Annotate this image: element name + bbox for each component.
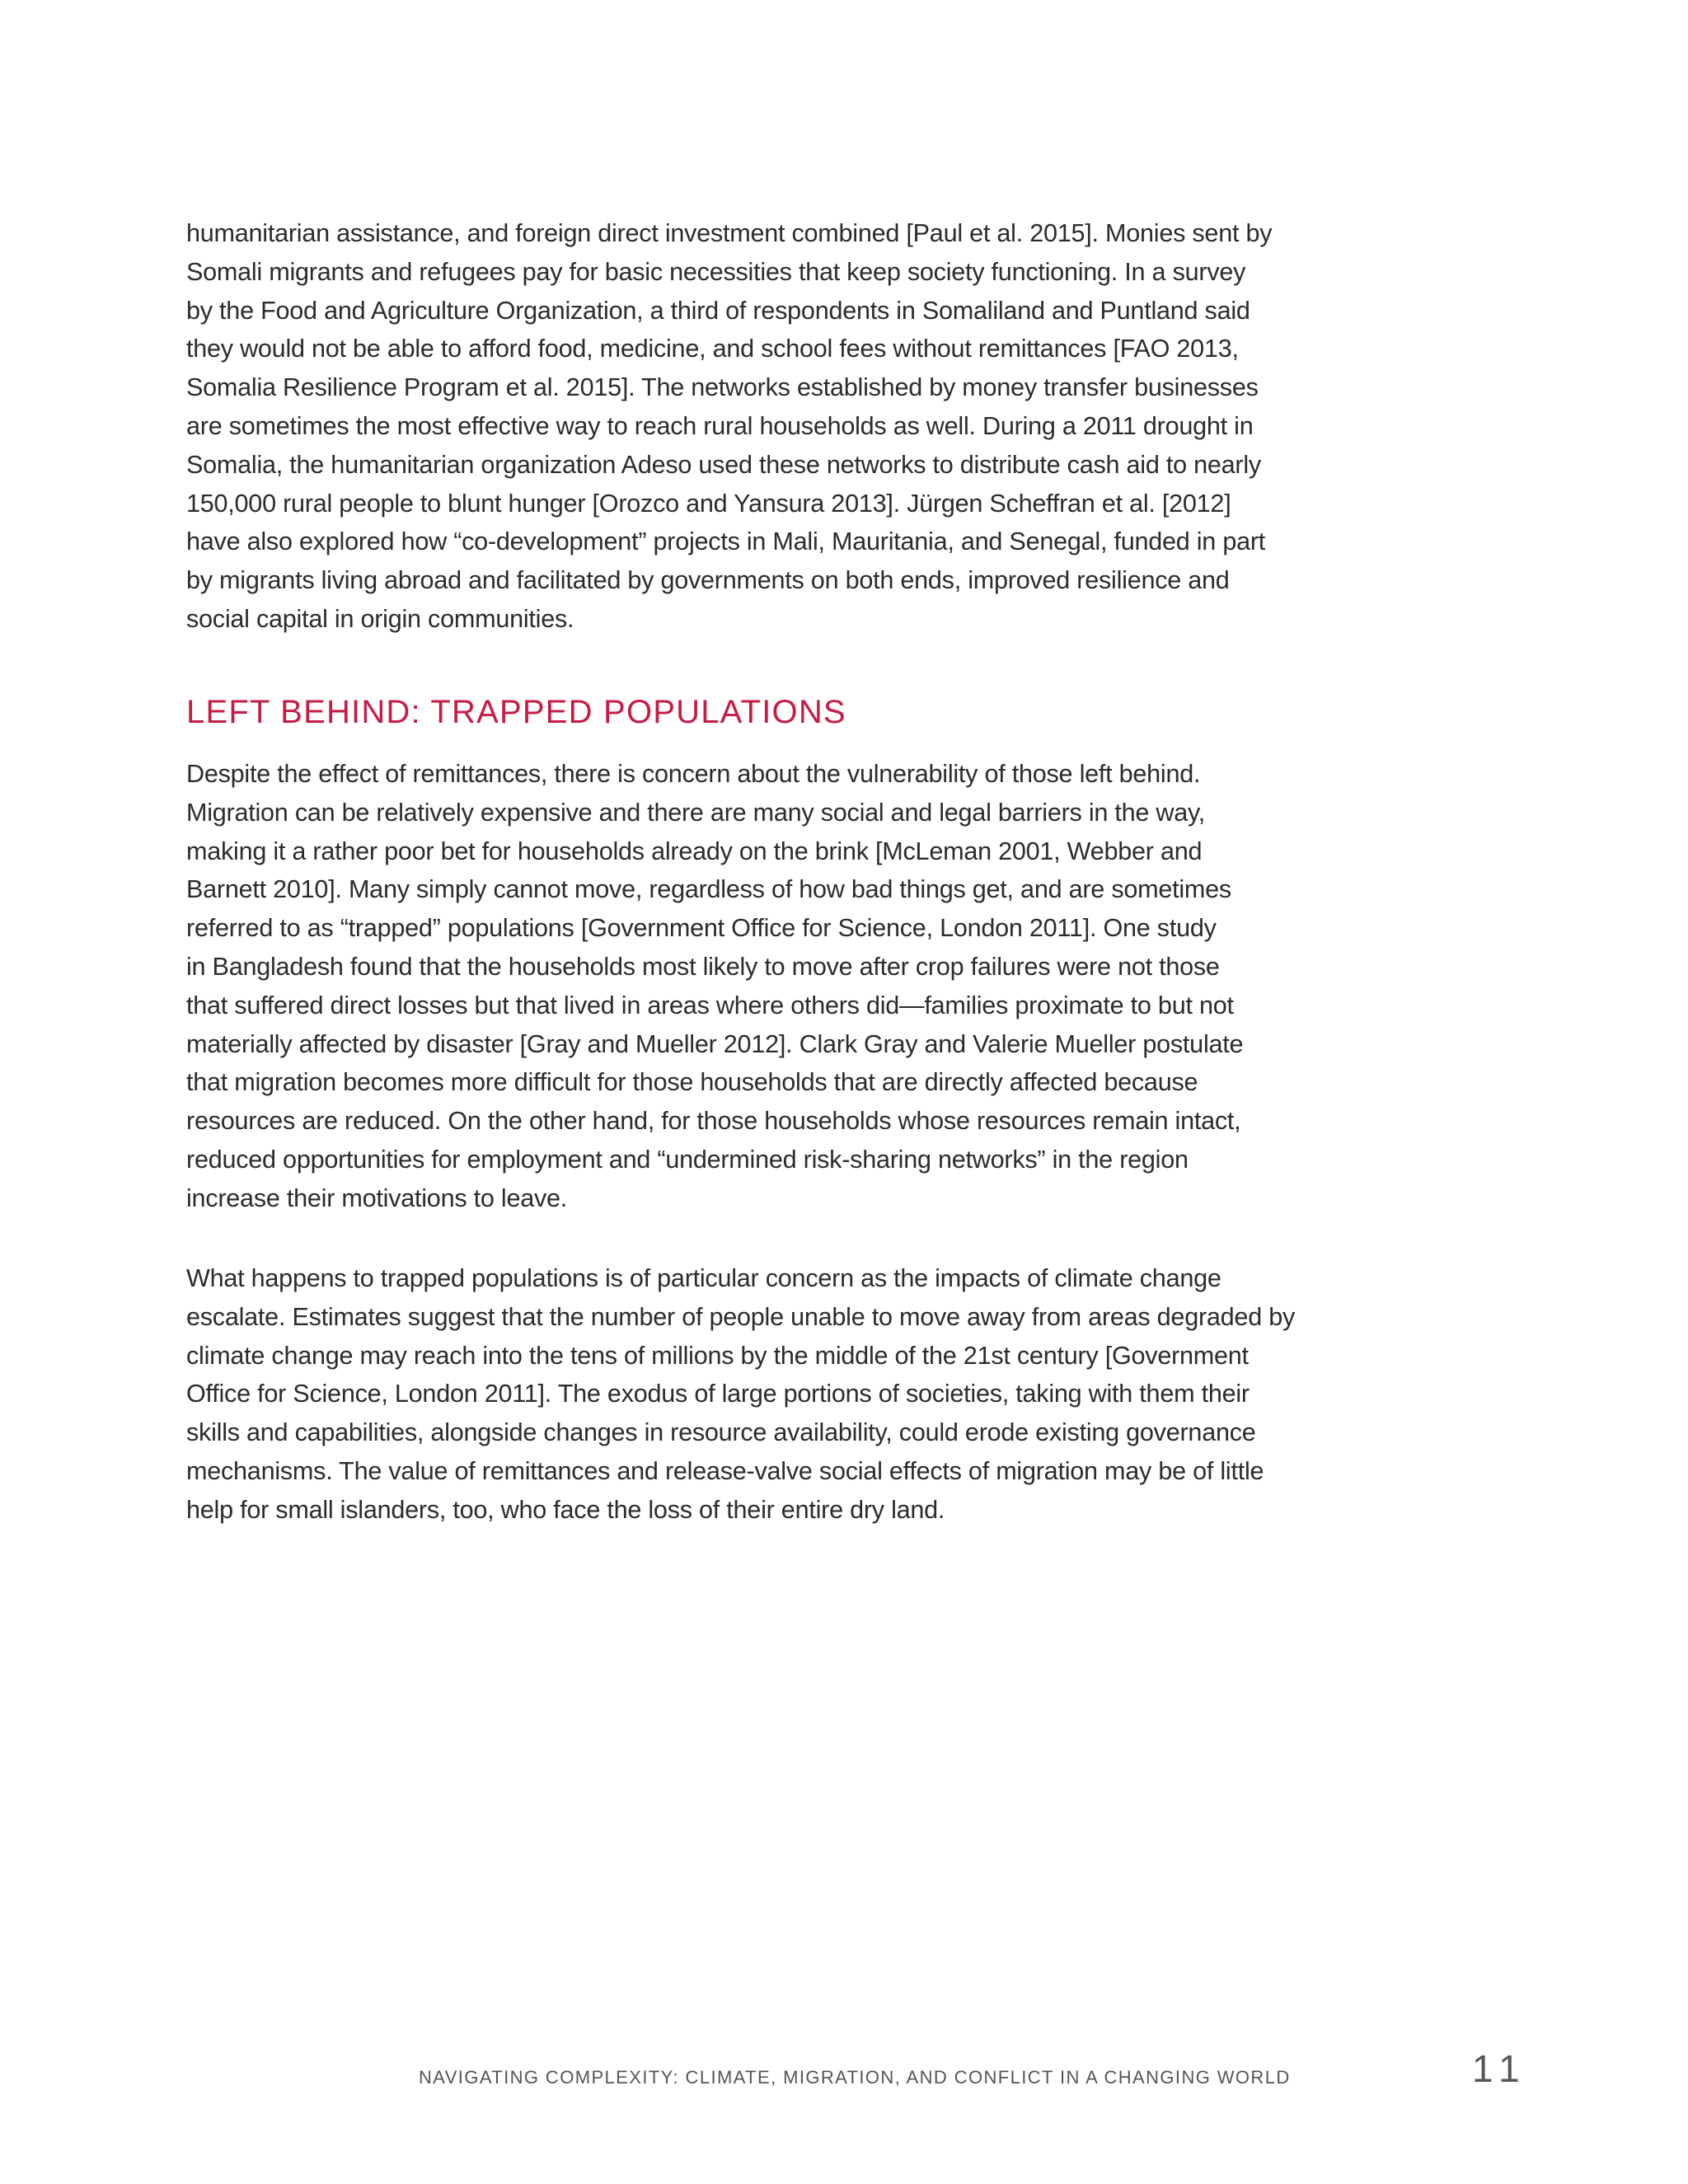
text-line: social capital in origin communities. bbox=[186, 604, 574, 633]
text-line: Somalia Resilience Program et al. 2015]. The networks established by money transfer businesses bbox=[186, 373, 1259, 402]
text-line: in Bangladesh found that the households most likely to move after crop failures were not those bbox=[186, 952, 1220, 981]
text-line: Office for Science, London 2011]. The exodus of large portions of societies, taking with them their bbox=[186, 1380, 1250, 1408]
paragraph-left-behind-1 bbox=[186, 755, 1282, 1218]
text-line: are sometimes the most effective way to reach rural households as well. During a 2011 drought in bbox=[186, 411, 1254, 440]
text-line: making it a rather poor bet for households already on the brink [McLeman 2001, Webber and bbox=[186, 837, 1203, 865]
text-line: help for small islanders, too, who face the loss of their entire dry land. bbox=[186, 1495, 945, 1524]
text-line: humanitarian assistance, and foreign direct investment combined [Paul et al. 2015]. Monies sent by bbox=[186, 219, 1273, 247]
text-line: escalate. Estimates suggest that the number of people unable to move away from areas degraded by bbox=[186, 1302, 1296, 1331]
paragraph-left-behind-2 bbox=[186, 1259, 1296, 1530]
text-line: materially affected by disaster [Gray and Mueller 2012]. Clark Gray and Valerie Mueller postulate bbox=[186, 1029, 1244, 1058]
text-line: skills and capabilities, alongside changes in resource availability, could erode existing governance bbox=[186, 1418, 1256, 1447]
text-line: resources are reduced. On the other hand, for those households whose resources remain intact, bbox=[186, 1107, 1241, 1136]
text-line: climate change may reach into the tens of millions by the middle of the 21st century [Government bbox=[186, 1341, 1249, 1370]
text-line: increase their motivations to leave. bbox=[186, 1183, 568, 1212]
text-line: referred to as “trapped” populations [Government Office for Science, London 2011]. One study bbox=[186, 914, 1217, 943]
text-line: by migrants living abroad and facilitated by governments on both ends, improved resilience and bbox=[186, 566, 1230, 595]
text-line: 150,000 rural people to blunt hunger [Orozco and Yansura 2013]. Jürgen Scheffran et al. [2012] bbox=[186, 489, 1231, 518]
text-line: by the Food and Agriculture Organization, a third of respondents in Somaliland and Puntland said bbox=[186, 296, 1250, 325]
section-heading: LEFT BEHIND: TRAPPED POPULATIONS bbox=[186, 694, 846, 730]
text-line: that migration becomes more difficult for those households that are directly affected because bbox=[186, 1068, 1198, 1097]
text-line: have also explored how “co-development” projects in Mali, Mauritania, and Senegal, funded in part bbox=[186, 527, 1266, 556]
text-line: Barnett 2010]. Many simply cannot move, regardless of how bad things get, and are sometimes bbox=[186, 875, 1231, 904]
text-line: reduced opportunities for employment and “undermined risk-sharing networks” in the region bbox=[186, 1145, 1189, 1174]
text-line: What happens to trapped populations is of particular concern as the impacts of climate change bbox=[186, 1264, 1221, 1292]
text-line: Somalia, the humanitarian organization Adeso used these networks to distribute cash aid to nearly bbox=[186, 450, 1261, 479]
running-footer-title: NAVIGATING COMPLEXITY: CLIMATE, MIGRATION, AND CONFLICT IN A CHANGING WORLD bbox=[419, 2067, 1291, 2088]
text-line: Somali migrants and refugees pay for basic necessities that keep society functioning. In a survey bbox=[186, 257, 1246, 286]
text-line: mechanisms. The value of remittances and release-valve social effects of migration may be of little bbox=[186, 1456, 1264, 1485]
paragraph-remittances bbox=[186, 214, 1282, 639]
text-line: Migration can be relatively expensive and there are many social and legal barriers in the way, bbox=[186, 798, 1206, 827]
text-line: they would not be able to afford food, medicine, and school fees without remittances [FAO 2013, bbox=[186, 335, 1239, 363]
text-line: Despite the effect of remittances, there is concern about the vulnerability of those left behind. bbox=[186, 760, 1201, 788]
page-number: 11 bbox=[1472, 2047, 1528, 2090]
text-line: that suffered direct losses but that lived in areas where others did—families proximate to but not bbox=[186, 991, 1234, 1019]
